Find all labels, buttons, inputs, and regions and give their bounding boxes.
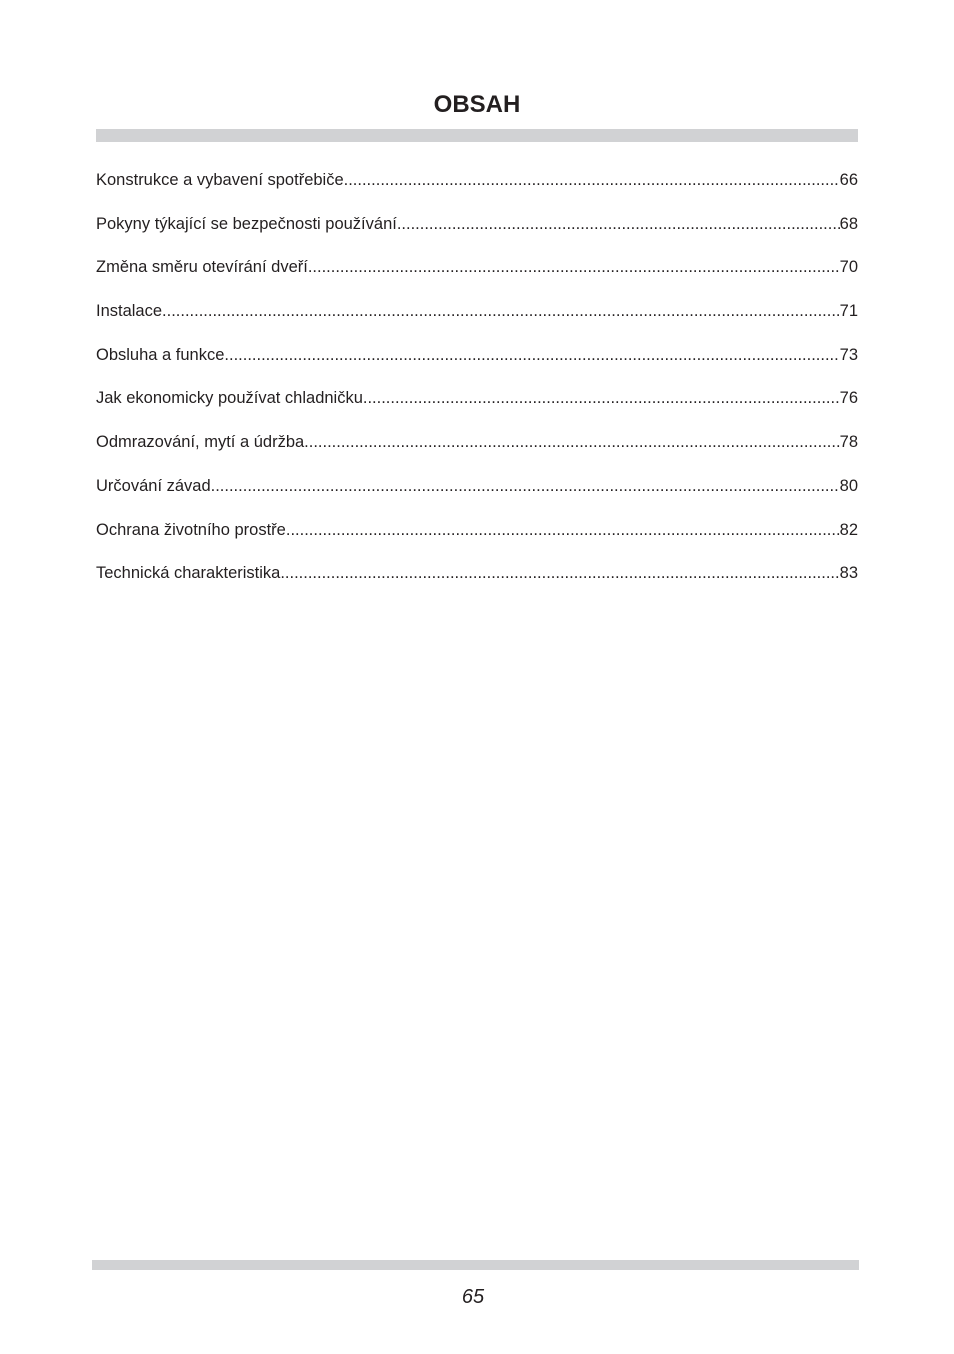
toc-entry[interactable] bbox=[96, 518, 858, 562]
toc-entry[interactable] bbox=[96, 299, 858, 343]
toc-entry-label: Konstrukce a vybavení spotřebiče bbox=[96, 171, 344, 189]
toc-leader-dots bbox=[162, 299, 840, 323]
toc-entry-page: 71 bbox=[839, 302, 858, 321]
toc-entry-page: 82 bbox=[839, 520, 858, 539]
toc-entry[interactable] bbox=[96, 343, 858, 387]
toc-entry[interactable] bbox=[96, 168, 858, 212]
toc-entry-page: 83 bbox=[839, 564, 858, 583]
toc-entry-page: 70 bbox=[839, 258, 858, 277]
toc-entry[interactable] bbox=[96, 430, 858, 474]
toc-entry-page: 78 bbox=[839, 433, 858, 452]
toc-entry-label: Pokyny týkající se bezpečnosti používání bbox=[96, 214, 397, 233]
toc-entry-label: Určování závad bbox=[96, 476, 211, 495]
table-of-contents bbox=[96, 168, 858, 605]
toc-entry[interactable] bbox=[96, 212, 858, 256]
footer-divider-bar bbox=[92, 1260, 859, 1270]
toc-entry-label: Odmrazování, mytí a údržba bbox=[96, 433, 305, 452]
toc-leader-dots bbox=[280, 561, 839, 585]
toc-entry-label: Technická charakteristika bbox=[96, 564, 281, 583]
toc-leader-dots bbox=[286, 518, 840, 542]
header-divider-bar bbox=[96, 129, 858, 142]
toc-entry[interactable] bbox=[96, 561, 858, 605]
toc-leader-dots bbox=[344, 168, 840, 192]
toc-entry-page: 68 bbox=[839, 214, 858, 233]
toc-entry-label: Instalace bbox=[96, 302, 163, 321]
toc-entry-page: 76 bbox=[839, 389, 858, 408]
toc-leader-dots bbox=[308, 255, 840, 279]
page-title: OBSAH bbox=[433, 91, 521, 118]
toc-entry-page: 73 bbox=[839, 345, 858, 364]
toc-entry[interactable] bbox=[96, 474, 858, 518]
toc-entry-label: Obsluha a funkce bbox=[96, 345, 225, 364]
toc-entry-label: Změna směru otevírání dveří bbox=[96, 258, 308, 277]
toc-entry-page: 66 bbox=[839, 171, 858, 189]
toc-entry[interactable] bbox=[96, 255, 858, 299]
toc-entry-page: 80 bbox=[839, 476, 858, 495]
toc-entry-label: Jak ekonomicky používat chladničku bbox=[96, 389, 363, 408]
page-number: 65 bbox=[461, 1286, 485, 1308]
toc-leader-dots bbox=[304, 430, 839, 454]
toc-entry[interactable] bbox=[96, 386, 858, 430]
toc-leader-dots bbox=[211, 474, 840, 498]
toc-entry-label: Ochrana životního prostře bbox=[96, 520, 286, 539]
toc-leader-dots bbox=[224, 343, 839, 367]
toc-leader-dots bbox=[363, 386, 840, 410]
toc-leader-dots bbox=[397, 212, 840, 236]
